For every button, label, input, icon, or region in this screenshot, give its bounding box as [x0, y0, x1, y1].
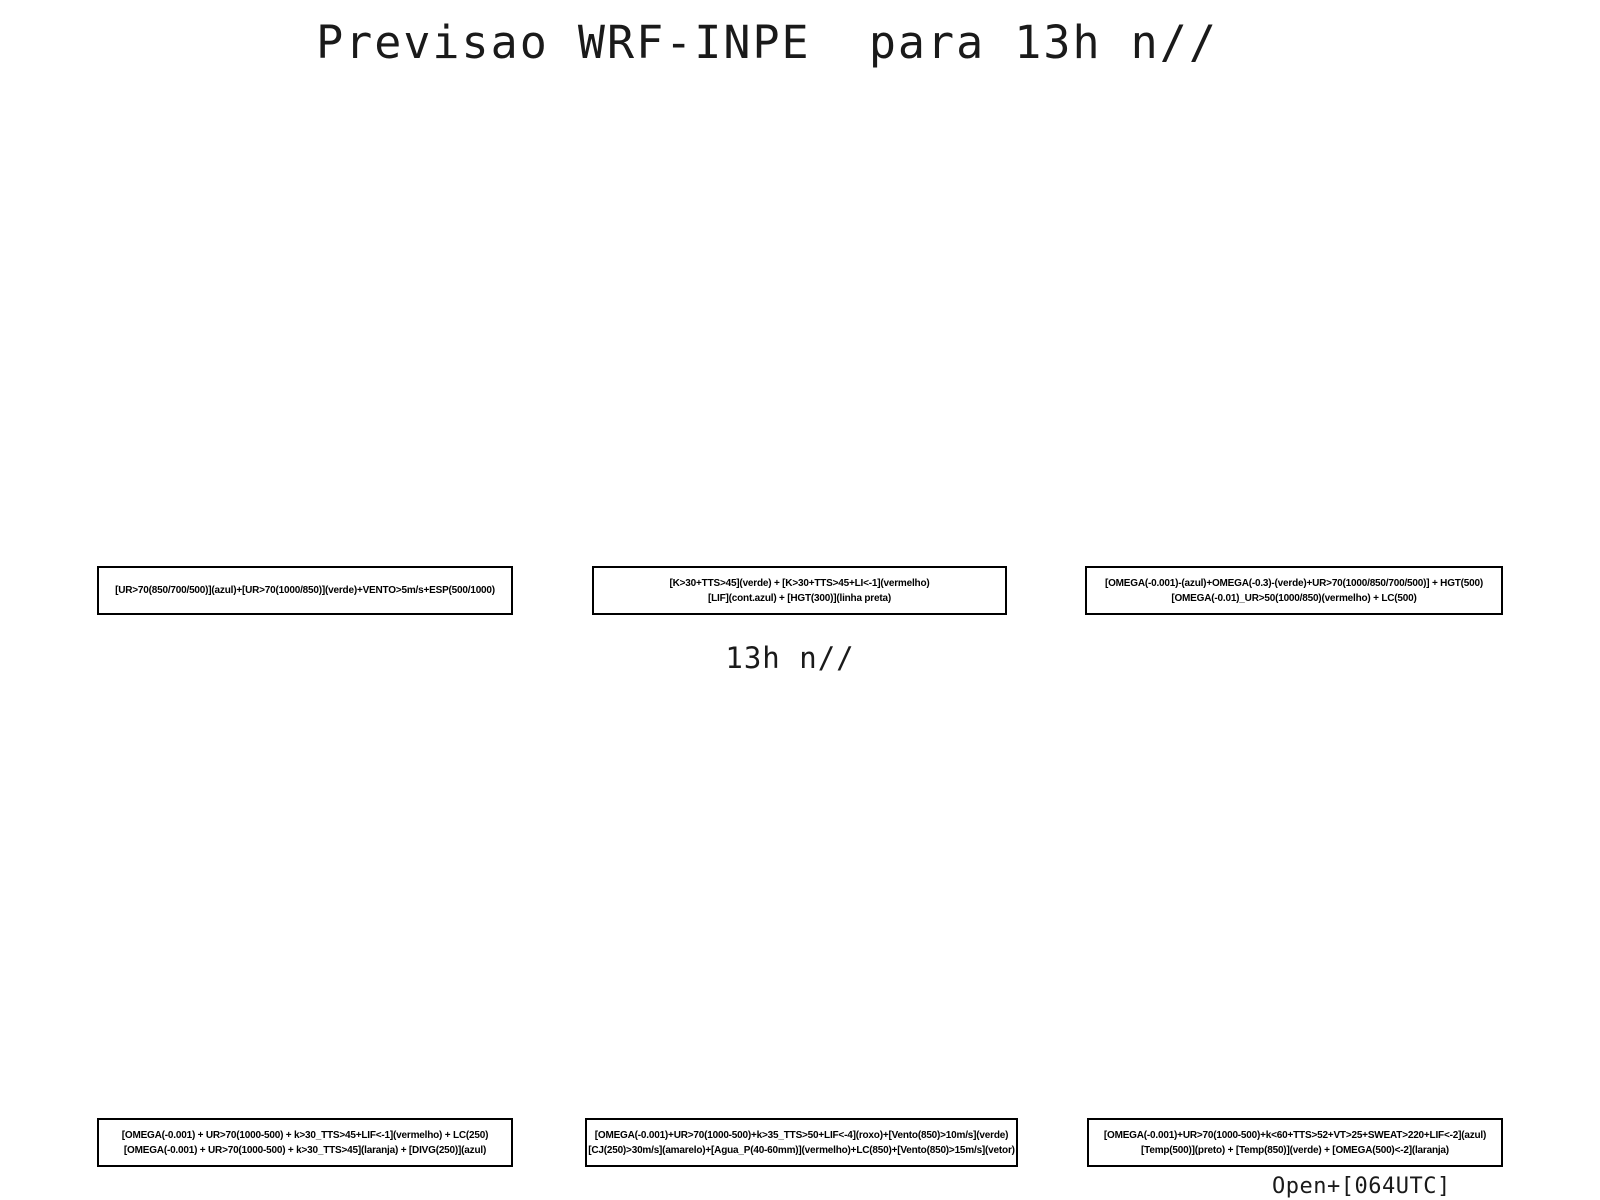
legend-text-line: [LIF](cont.azul) + [HGT(300)](linha preta): [708, 592, 891, 604]
legend-text-line: [OMEGA(-0.01)_UR>50(1000/850)(vermelho) + LC(500): [1171, 592, 1417, 604]
legend-box-bottom-left: [97, 1118, 513, 1167]
legend-box-bottom-center: [585, 1118, 1018, 1167]
legend-box-mid-center: [592, 566, 1007, 615]
legend-text-line: [UR>70(850/700/500)](azul)+[UR>70(1000/850)](verde)+VENTO>5m/s+ESP(500/1000): [115, 585, 495, 596]
footer-open-utc-label: Open+[064UTC]: [1272, 1174, 1451, 1199]
legend-text-line: [OMEGA(-0.001)+UR>70(1000-500)+k>35_TTS>50+LIF<-4](roxo)+[Vento(850)>10m/s](verde): [594, 1129, 1009, 1141]
legend-box-bottom-right: [1087, 1118, 1503, 1167]
legend-text-line: [Temp(500)](preto) + [Temp(850)](verde) + [OMEGA(500)<-2](laranja): [1141, 1144, 1449, 1156]
legend-text-line: [OMEGA(-0.001)-(azul)+OMEGA(-0.3)-(verde)+UR>70(1000/850/700/500)] + HGT(500): [1104, 577, 1484, 589]
center-time-label: 13h n//: [725, 641, 855, 675]
legend-box-mid-right: [1085, 566, 1503, 615]
legend-text-line: [OMEGA(-0.001)+UR>70(1000-500)+k<60+TTS>52+VT>25+SWEAT>220+LIF<-2](azul): [1103, 1129, 1487, 1141]
legend-text-line: [K>30+TTS>45](verde) + [K>30+TTS>45+LI<-1](vermelho): [669, 577, 930, 589]
legend-text-line: [OMEGA(-0.001) + UR>70(1000-500) + k>30_TTS>45](laranja) + [DIVG(250)](azul): [123, 1144, 487, 1156]
legend-text-line: [OMEGA(-0.001) + UR>70(1000-500) + k>30_TTS>45+LIF<-1](vermelho) + LC(250): [121, 1129, 489, 1141]
legend-text-line: [CJ(250)>30m/s](amarelo)+[Agua_P(40-60mm)](vermelho)+LC(850)+[Vento(850)>15m/s](vetor): [588, 1144, 1015, 1156]
page-title: Previsao WRF-INPE para 13h n//: [316, 16, 1218, 69]
legend-box-mid-left: [97, 566, 513, 615]
